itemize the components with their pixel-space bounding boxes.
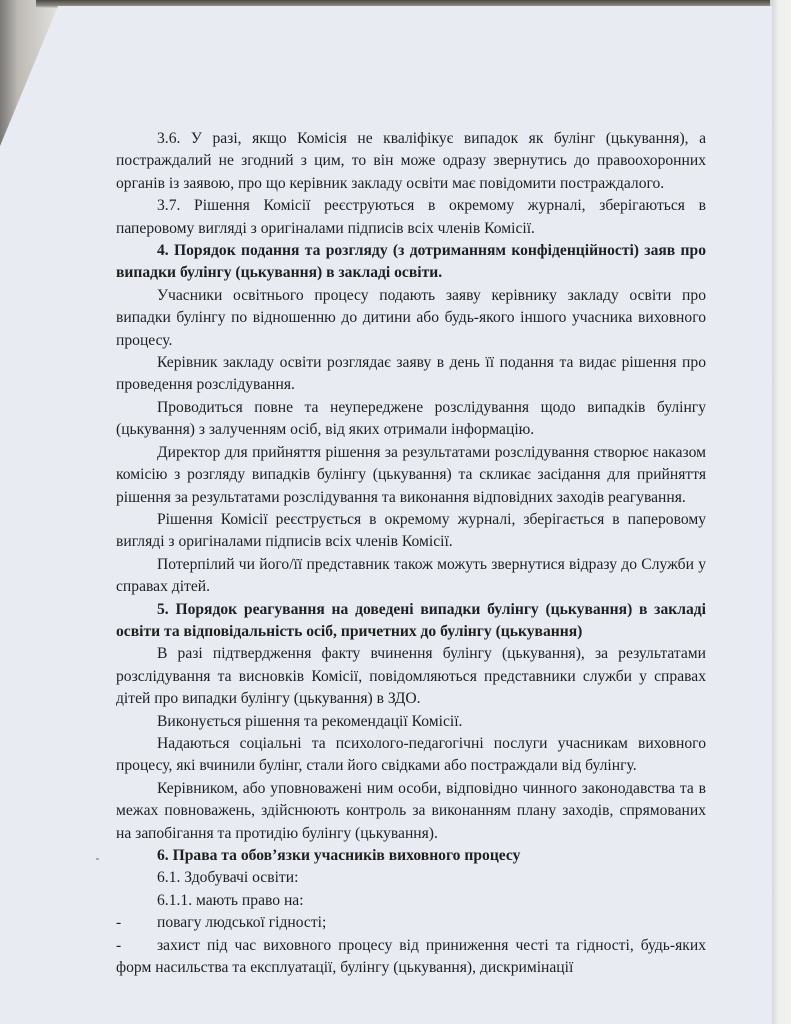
section-heading-6: 6. Права та обов’язки учасників виховного процесу [157, 847, 521, 864]
paragraph-4-1: Учасники освітнього процесу подають заяву керівнику закладу освіти про випадки булінгу по відношенню до дитини або будь-якого іншого учасника виховного процесу. [116, 286, 706, 349]
document-body [116, 128, 706, 979]
paragraph-5-2: Виконується рішення та рекомендації Комісії. [157, 712, 463, 730]
list-item [116, 935, 706, 980]
section-heading-5: 5. Порядок реагування на доведені випадки булінгу (цькування) в закладі освіти та відповідальність осіб, причетних до булінгу (цькування) [116, 600, 706, 640]
paragraph-4-6: Потерпілий чи його/її представник також можуть звернутися відразу до Служби у справах дітей. [116, 555, 706, 596]
list-item-text: повагу людської гідності; [157, 914, 327, 932]
paragraph-4-4: Директор для прийняття рішення за результатами розслідування створює наказом комісію з розгляду випадків булінгу (цькування) та скликає засідання для прийняття рішення за результатами розслідування та виконання відповідних заходів реагування. [116, 443, 706, 506]
paragraph-4-5: Рішення Комісії реєструється в окремому журналі, зберігається в паперовому вигляді з оригіналами підписів всіх членів Комісії. [116, 510, 706, 551]
paragraph-5-3: Надаються соціальні та психолого-педагогічні послуги учасникам виховного процесу, які вчинили булінг, стали його свідками або постраждали від булінгу. [116, 734, 706, 775]
paragraph-5-1: В разі підтвердження факту вчинення булінгу (цькування), за результатами розслідування та висновків Комісії, повідомляються представники служби у справах дітей про випадки булінгу (цькування) в ЗДО. [116, 645, 706, 708]
scan-speck [96, 858, 99, 860]
section-heading-4: 4. Порядок подання та розгляду (з дотриманням конфіденційності) заяв про випадки булінгу (цькування) в закладі освіти. [116, 242, 706, 282]
scan-background-right [770, 0, 791, 1024]
paragraph-3-7: 3.7. Рішення Комісії реєструються в окремому журналі, зберігаються в паперовому вигляді з оригіналами підписів всіх членів Комісії. [116, 197, 706, 237]
paragraph-6-1-1: 6.1.1. мають право на: [157, 891, 304, 909]
bullet-dash: - [116, 936, 122, 954]
list-item-text: захист під час виховного процесу від приниження честі та гідності, будь-яких форм насильства та експлуатації, булінгу (цькування), дискримінації [116, 936, 706, 977]
list-item [116, 912, 706, 934]
paragraph-5-4: Керівником, або уповноважені ним особи, відповідно чинного законодавства та в межах повноважень, здійснюють контроль за виконанням плану заходів, спрямованих на запобігання та протидію булінгу (цькування). [116, 779, 706, 842]
paragraph-4-2: Керівник закладу освіти розглядає заяву в день її подання та видає рішення про проведення розслідування. [116, 354, 706, 394]
bullet-dash: - [116, 914, 122, 932]
paragraph-4-3: Проводиться повне та неупереджене розслідування щодо випадків булінгу (цькування) з залученням осіб, від яких отримали інформацію. [116, 398, 706, 439]
paragraph-3-6: 3.6. У разі, якщо Комісія не кваліфікує випадок як булінг (цькування), а постраждалий не згодний з цим, то він може одразу звернутись до правоохоронних органів із заявою, про що керівник закладу освіти має повідомити постраждалого. [116, 130, 706, 192]
paragraph-6-1: 6.1. Здобувачі освіти: [157, 869, 299, 887]
